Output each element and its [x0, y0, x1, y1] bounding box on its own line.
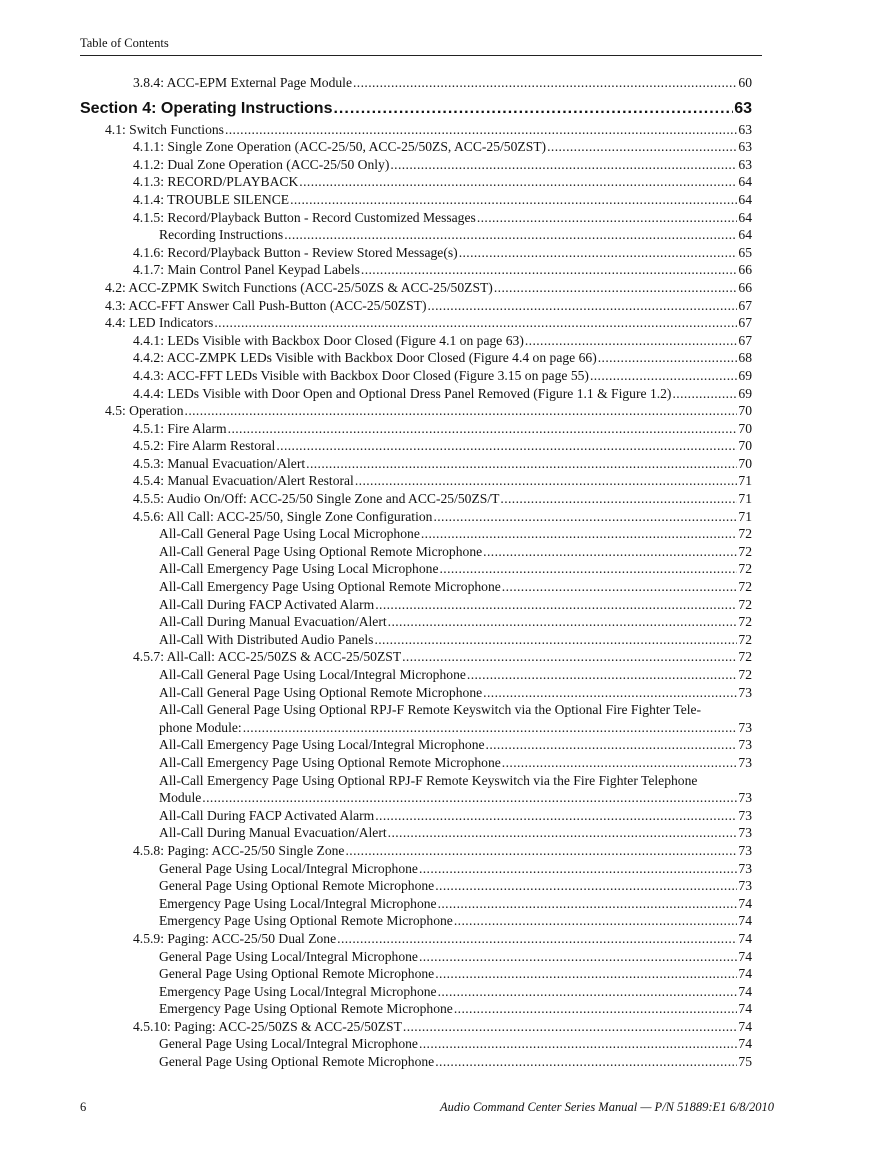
toc-entry[interactable] [80, 842, 752, 860]
toc-entry[interactable] [80, 736, 752, 754]
toc-entry-title: All-Call During Manual Evacuation/Alert [159, 614, 387, 630]
toc-entry[interactable] [80, 596, 752, 614]
toc-dot-leader [454, 912, 738, 930]
toc-dot-leader [243, 719, 738, 737]
toc-dot-leader [225, 121, 737, 139]
toc-entry[interactable] [80, 789, 752, 807]
toc-entry-page: 66 [738, 262, 752, 278]
toc-entry-page: 73 [738, 684, 752, 700]
toc-dot-leader [454, 1000, 738, 1018]
toc-entry-page: 67 [738, 315, 752, 331]
toc-section-title: Section 4: Operating Instructions [80, 99, 333, 117]
toc-dot-leader [467, 666, 738, 684]
toc-dot-leader [355, 472, 738, 490]
toc-entry-page: 73 [738, 878, 752, 894]
toc-dot-leader [672, 385, 737, 403]
toc-entry-title: Module [159, 790, 202, 806]
toc-entry-page: 64 [738, 209, 752, 225]
toc-dot-leader [390, 156, 737, 174]
toc-entry-page: 75 [738, 1054, 752, 1070]
toc-entry-title: 4.1.6: Record/Playback Button - Review Stored Message(s) [133, 244, 458, 260]
toc-section-page: 63 [734, 99, 752, 117]
toc-dot-leader [276, 437, 737, 455]
toc-entry[interactable] [80, 525, 752, 543]
toc-dot-leader [502, 578, 738, 596]
toc-entry-page: 70 [738, 438, 752, 454]
toc-entry[interactable] [80, 807, 752, 825]
toc-entry-page: 72 [738, 614, 752, 630]
toc-entry-title: 4.1.2: Dual Zone Operation (ACC-25/50 Only) [133, 156, 390, 172]
toc-dot-leader [525, 332, 738, 350]
toc-entry[interactable] [80, 472, 752, 490]
toc-entry-page: 60 [738, 75, 752, 90]
toc-dot-leader [494, 279, 738, 297]
toc-entry-page: 70 [738, 403, 752, 419]
toc-entry-page: 70 [738, 455, 752, 471]
toc-entry-wrapped-line[interactable]: All-Call General Page Using Optional RPJ-F Remote Keyswitch via the Optional Fire Fighter Tele- [159, 702, 702, 718]
toc-entry[interactable] [80, 948, 752, 966]
toc-dot-leader [214, 314, 737, 332]
toc-dot-leader [202, 789, 737, 807]
toc-entry-page: 72 [738, 649, 752, 665]
toc-entry-title: 4.5.6: All Call: ACC-25/50, Single Zone Configuration [133, 508, 433, 524]
toc-entry-title: All-Call General Page Using Local/Integral Microphone [159, 667, 466, 682]
toc-entry[interactable] [80, 578, 752, 596]
toc-entry[interactable] [80, 455, 752, 473]
toc-entry-page: 72 [738, 596, 752, 612]
toc-entry-page: 74 [738, 913, 752, 929]
toc-entry-title: phone Module: [159, 719, 242, 735]
toc-dot-leader [477, 209, 738, 227]
toc-entry-page: 73 [738, 737, 752, 753]
toc-entry-title: 4.3: ACC-FFT Answer Call Push-Button (ACC-25/50ZST) [105, 297, 427, 313]
table-of-contents [80, 74, 752, 1071]
toc-entry[interactable] [80, 490, 752, 508]
toc-entry-title: 4.1.3: RECORD/PLAYBACK [133, 174, 299, 190]
toc-entry-title: General Page Using Optional Remote Microphone [159, 966, 435, 982]
toc-entry-title: All-Call General Page Using Optional Remote Microphone [159, 543, 483, 559]
page-number: 6 [80, 1100, 87, 1114]
toc-dot-leader [435, 1053, 737, 1071]
toc-entry-title: 4.4.1: LEDs Visible with Backbox Door Closed (Figure 4.1 on page 63) [133, 332, 524, 348]
toc-entry-title: 4.5.2: Fire Alarm Restoral [133, 438, 276, 454]
toc-entry-title: 4.5.9: Paging: ACC-25/50 Dual Zone [133, 930, 337, 946]
toc-dot-leader [435, 877, 737, 895]
toc-entry[interactable] [80, 420, 752, 438]
toc-entry[interactable] [80, 613, 752, 631]
toc-entry-page: 71 [738, 508, 752, 524]
toc-entry-title: Emergency Page Using Local/Integral Microphone [159, 895, 437, 911]
toc-entry-page: 64 [738, 191, 752, 207]
toc-entry-title: 4.5.1: Fire Alarm [133, 420, 227, 436]
toc-entry[interactable] [80, 385, 752, 403]
toc-entry-page: 64 [738, 227, 752, 243]
toc-entry-page: 64 [738, 174, 752, 190]
toc-dot-leader [228, 420, 738, 438]
toc-entry-page: 70 [738, 420, 752, 436]
toc-entry-page: 73 [738, 842, 752, 858]
toc-entry[interactable] [80, 367, 752, 385]
toc-entry-title: Emergency Page Using Local/Integral Microphone [159, 983, 437, 999]
toc-dot-leader [388, 824, 738, 842]
toc-entry[interactable] [80, 983, 752, 1001]
toc-entry-page: 73 [738, 860, 752, 876]
toc-dot-leader [590, 367, 737, 385]
toc-dot-leader [435, 965, 737, 983]
toc-entry-title: All-Call Emergency Page Using Local Microphone [159, 561, 439, 577]
toc-entry[interactable] [80, 860, 752, 878]
toc-entry[interactable] [80, 912, 752, 930]
toc-entry-title: General Page Using Optional Remote Microphone [159, 1054, 435, 1070]
toc-entry-page: 66 [738, 279, 752, 295]
toc-entry-title: 4.5.4: Manual Evacuation/Alert Restoral [133, 473, 354, 489]
toc-entry-page: 65 [738, 244, 752, 260]
toc-entry[interactable] [80, 173, 752, 191]
toc-dot-leader [459, 244, 738, 262]
toc-entry-title: Emergency Page Using Optional Remote Microphone [159, 913, 453, 929]
toc-dot-leader [306, 455, 737, 473]
toc-entry-title: All-Call During FACP Activated Alarm [159, 807, 375, 823]
toc-entry-title: 4.5.8: Paging: ACC-25/50 Single Zone [133, 842, 345, 858]
toc-dot-leader [375, 596, 737, 614]
toc-entry-title: 3.8.4: ACC-EPM External Page Module [133, 75, 352, 90]
toc-entry-title: 4.4: LED Indicators [105, 315, 214, 331]
toc-entry[interactable] [80, 138, 752, 156]
toc-dot-leader [433, 508, 737, 526]
toc-section-heading[interactable] [80, 98, 752, 120]
toc-entry-title: 4.5.7: All-Call: ACC-25/50ZS & ACC-25/50ZST [133, 649, 402, 665]
toc-entry-page: 74 [738, 1018, 752, 1034]
toc-entry[interactable] [80, 666, 752, 684]
toc-dot-leader [403, 1018, 738, 1036]
toc-entry[interactable] [80, 437, 752, 455]
toc-dot-leader [345, 842, 737, 860]
toc-entry-page: 73 [738, 807, 752, 823]
toc-entry-title: 4.4.3: ACC-FFT LEDs Visible with Backbox Door Closed (Figure 3.15 on page 55) [133, 367, 589, 383]
toc-entry[interactable] [80, 754, 752, 772]
toc-entry-page: 74 [738, 1001, 752, 1017]
toc-entry[interactable] [80, 402, 752, 420]
toc-dot-leader [421, 525, 738, 543]
toc-entry-page: 74 [738, 930, 752, 946]
toc-entry[interactable] [80, 877, 752, 895]
toc-entry-page: 74 [738, 1036, 752, 1052]
toc-entry-title: Emergency Page Using Optional Remote Microphone [159, 1001, 453, 1017]
toc-entry-title: All-Call With Distributed Audio Panels [159, 631, 374, 647]
toc-entry[interactable] [80, 209, 752, 227]
toc-entry-title: 4.2: ACC-ZPMK Switch Functions (ACC-25/50ZS & ACC-25/50ZST) [105, 279, 493, 295]
toc-entry-page: 69 [738, 367, 752, 383]
toc-dot-leader [438, 895, 738, 913]
toc-dot-leader [374, 631, 737, 649]
toc-entry-title: 4.1.4: TROUBLE SILENCE [133, 191, 290, 207]
toc-entry-title: Recording Instructions [159, 227, 284, 243]
toc-entry[interactable] [80, 719, 752, 737]
toc-dot-leader [388, 613, 738, 631]
toc-entry-page: 73 [738, 719, 752, 735]
toc-dot-leader [428, 297, 738, 315]
toc-entry[interactable] [80, 121, 752, 139]
toc-entry-page: 72 [738, 526, 752, 542]
toc-entry[interactable] [80, 824, 752, 842]
toc-entry-wrapped-line[interactable]: All-Call Emergency Page Using Optional RPJ-F Remote Keyswitch via the Fire Fighter Telephone [159, 772, 698, 788]
toc-dot-leader [419, 948, 737, 966]
toc-entry[interactable] [80, 1035, 752, 1053]
toc-entry-title: General Page Using Local/Integral Microphone [159, 1036, 418, 1052]
toc-entry-title: 4.1.1: Single Zone Operation (ACC-25/50, ACC-25/50ZS, ACC-25/50ZST) [133, 139, 547, 155]
toc-entry-page: 74 [738, 895, 752, 911]
toc-entry-title: 4.5.5: Audio On/Off: ACC-25/50 Single Zone and ACC-25/50ZS/T [133, 491, 500, 507]
toc-entry-title: All-Call Emergency Page Using Optional Remote Microphone [159, 579, 501, 595]
toc-entry-page: 72 [738, 667, 752, 682]
toc-entry-page: 63 [738, 139, 752, 155]
toc-entry-title: All-Call During Manual Evacuation/Alert [159, 825, 387, 841]
toc-dot-leader [299, 173, 737, 191]
toc-entry[interactable] [80, 332, 752, 350]
toc-dot-leader [438, 983, 738, 1001]
toc-entry[interactable] [80, 244, 752, 262]
toc-entry-page: 63 [738, 121, 752, 137]
toc-entry-title: 4.1.7: Main Control Panel Keypad Labels [133, 262, 360, 278]
toc-entry-title: 4.5: Operation [105, 403, 184, 419]
toc-dot-leader [402, 648, 737, 666]
toc-entry-page: 71 [738, 491, 752, 507]
toc-entry[interactable] [80, 1053, 752, 1071]
footer-manual-info: Audio Command Center Series Manual — P/N 51889:E1 6/8/2010 [439, 1100, 774, 1114]
toc-entry-title: All-Call General Page Using Optional Remote Microphone [159, 684, 483, 700]
toc-entry[interactable] [80, 930, 752, 948]
toc-entry[interactable] [80, 279, 752, 297]
toc-entry-page: 73 [738, 790, 752, 806]
toc-entry-title: 4.1.5: Record/Playback Button - Record Customized Messages [133, 209, 476, 225]
toc-entry-title: 4.1: Switch Functions [105, 121, 224, 137]
toc-dot-leader [483, 684, 737, 702]
toc-entry-page: 67 [738, 332, 752, 348]
toc-dot-leader [419, 1035, 737, 1053]
toc-entry-title: All-Call Emergency Page Using Local/Integral Microphone [159, 737, 485, 753]
toc-entry-title: 4.4.4: LEDs Visible with Door Open and Optional Dress Panel Removed (Figure 1.1 & Figure 1.2) [133, 385, 672, 401]
toc-dot-leader [547, 138, 737, 156]
toc-dot-leader [439, 560, 737, 578]
toc-entry-title: General Page Using Optional Remote Microphone [159, 878, 435, 894]
toc-entry-title: All-Call General Page Using Local Microphone [159, 526, 420, 542]
toc-dot-leader [500, 490, 737, 508]
toc-entry-page: 74 [738, 983, 752, 999]
toc-entry[interactable] [80, 560, 752, 578]
toc-dot-leader [284, 226, 737, 244]
toc-entry-page: 63 [738, 156, 752, 172]
toc-entry[interactable] [80, 648, 752, 666]
toc-dot-leader [353, 74, 737, 92]
toc-entry[interactable] [80, 631, 752, 649]
toc-entry-page: 72 [738, 579, 752, 595]
page-header-title: Table of Contents [80, 36, 169, 50]
toc-dot-leader [333, 98, 733, 120]
toc-entry-page: 74 [738, 966, 752, 982]
toc-entry-page: 72 [738, 631, 752, 647]
toc-entry-page: 74 [738, 948, 752, 964]
toc-entry[interactable] [80, 543, 752, 561]
toc-entry[interactable] [80, 684, 752, 702]
toc-entry-title: All-Call During FACP Activated Alarm [159, 596, 375, 612]
toc-dot-leader [419, 860, 737, 878]
toc-entry[interactable] [80, 1018, 752, 1036]
toc-entry-page: 67 [738, 297, 752, 313]
toc-entry-page: 73 [738, 754, 752, 770]
toc-entry-page: 71 [738, 473, 752, 489]
toc-entry[interactable] [80, 314, 752, 332]
toc-entry-title: General Page Using Local/Integral Microphone [159, 948, 418, 964]
toc-entry-page: 72 [738, 543, 752, 559]
toc-entry-title: 4.5.3: Manual Evacuation/Alert [133, 455, 306, 471]
toc-entry[interactable] [80, 508, 752, 526]
toc-entry[interactable] [80, 895, 752, 913]
header-rule [80, 55, 762, 56]
toc-entry[interactable] [80, 349, 752, 367]
toc-entry-page: 73 [738, 825, 752, 841]
toc-entry-title: 4.4.2: ACC-ZMPK LEDs Visible with Backbox Door Closed (Figure 4.4 on page 66) [133, 350, 597, 366]
toc-dot-leader [185, 402, 738, 420]
toc-entry[interactable] [80, 261, 752, 279]
toc-entry-page: 69 [738, 385, 752, 401]
toc-entry[interactable] [80, 965, 752, 983]
toc-dot-leader [486, 736, 738, 754]
toc-entry-title: 4.5.10: Paging: ACC-25/50ZS & ACC-25/50ZST [133, 1018, 402, 1034]
toc-dot-leader [375, 807, 737, 825]
toc-entry[interactable] [80, 74, 752, 92]
toc-entry[interactable] [80, 156, 752, 174]
toc-entry[interactable] [80, 297, 752, 315]
toc-entry-page: 68 [738, 350, 752, 366]
toc-dot-leader [290, 191, 737, 209]
toc-dot-leader [483, 543, 737, 561]
toc-dot-leader [337, 930, 737, 948]
toc-entry-title: General Page Using Local/Integral Microphone [159, 860, 418, 876]
toc-entry[interactable] [80, 1000, 752, 1018]
toc-entry-title: All-Call Emergency Page Using Optional Remote Microphone [159, 754, 501, 770]
toc-dot-leader [502, 754, 738, 772]
toc-dot-leader [361, 261, 738, 279]
toc-entry-page: 72 [738, 561, 752, 577]
toc-entry[interactable] [80, 191, 752, 209]
toc-dot-leader [598, 349, 738, 367]
toc-entry[interactable] [80, 226, 752, 244]
